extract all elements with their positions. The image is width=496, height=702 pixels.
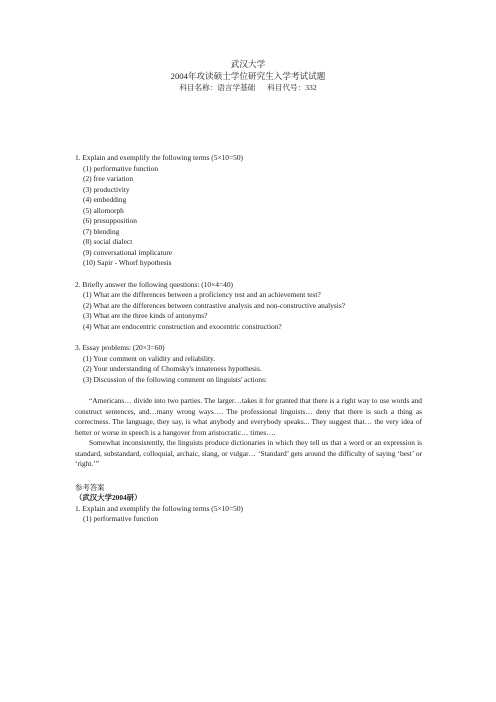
quote-block (75, 396, 422, 470)
answer-source: （武汉大学2004研） (75, 493, 142, 503)
section-2 (75, 280, 422, 333)
section-1 (75, 153, 422, 269)
subject-code: 科目代号：332 (267, 83, 317, 92)
list-item: (4) embedding (83, 195, 127, 205)
subject-name: 科目名称：语言学基础 (179, 83, 256, 92)
quote-paragraph: Somewhat inconsistently, the linguists produce dictionaries in which they tell us that a word or an expression is standard, substandard, colloquial, archaic, slang, or vulgar… ‘Standard’ gets around the difficulty of saying ‘best’ or ‘right.’” (75, 438, 422, 469)
list-item: (2) free variation (83, 174, 134, 184)
spacer (75, 470, 422, 483)
list-item: (3) productivity (83, 184, 130, 194)
section-title: 1. Explain and exemplify the following terms (5×10=50) (75, 153, 244, 162)
university-name: 武汉大学 (230, 59, 266, 69)
spacer (75, 385, 422, 396)
section-title: 2. Briefly answer the following questions: (10×4=40) (75, 279, 233, 289)
exam-title: 2004年攻读硕士学位研究生入学考试试题 (170, 71, 326, 81)
subject-line (0, 82, 496, 94)
list-item: (1) performative function (83, 514, 159, 524)
list-item: (3) What are the three kinds of antonyms? (83, 311, 208, 321)
list-item: (6) presupposition (83, 216, 137, 226)
list-item: (2) What are the differences between contrastive analysis and non-constructive analysis? (83, 300, 345, 310)
spacer (75, 269, 422, 280)
list-item: (9) conversational implicature (83, 247, 173, 257)
section-title: 3. Essay problems: (20×3=60) (75, 343, 165, 353)
list-item: (7) blending (83, 226, 120, 236)
list-item: (4) What are endocentric construction and exocentric construction? (83, 321, 282, 331)
list-item: (1) Your comment on validity and reliability. (83, 353, 216, 363)
exam-header (0, 58, 496, 94)
list-item: (1) performative function (83, 163, 159, 173)
list-item: (5) allomorph (83, 205, 124, 215)
list-item: (3) Discussion of the following comment on linguists' actions: (83, 374, 268, 384)
spacer (75, 332, 422, 343)
section-3 (75, 343, 422, 385)
answer-title: 1. Explain and exemplify the following terms (5×10=50) (75, 503, 244, 513)
list-item: (10) Sapir - Whorf hypothesis (83, 258, 172, 268)
list-item: (2) Your understanding of Chomsky's innateness hypothesis. (83, 364, 262, 374)
quote-paragraph: “Americans… divide into two parties. The larger…takes it for granted that there is a right way to use words and construct sentences, and…many wrong ways…. The professional linguists… deny that there is such a thing as correctness. The language, they say, is what anybody and everybody speaks... They suggest that… the very idea of better or worse in speech is a hangover from aristocratic… times…. (75, 396, 422, 437)
list-item: (1) What are the differences between a proficiency test and an achievement test? (83, 290, 321, 300)
answer-label: 参考答案 (75, 482, 105, 492)
list-item: (8) social dialect (83, 237, 133, 247)
exam-content (75, 153, 422, 525)
answer-section (75, 483, 422, 525)
